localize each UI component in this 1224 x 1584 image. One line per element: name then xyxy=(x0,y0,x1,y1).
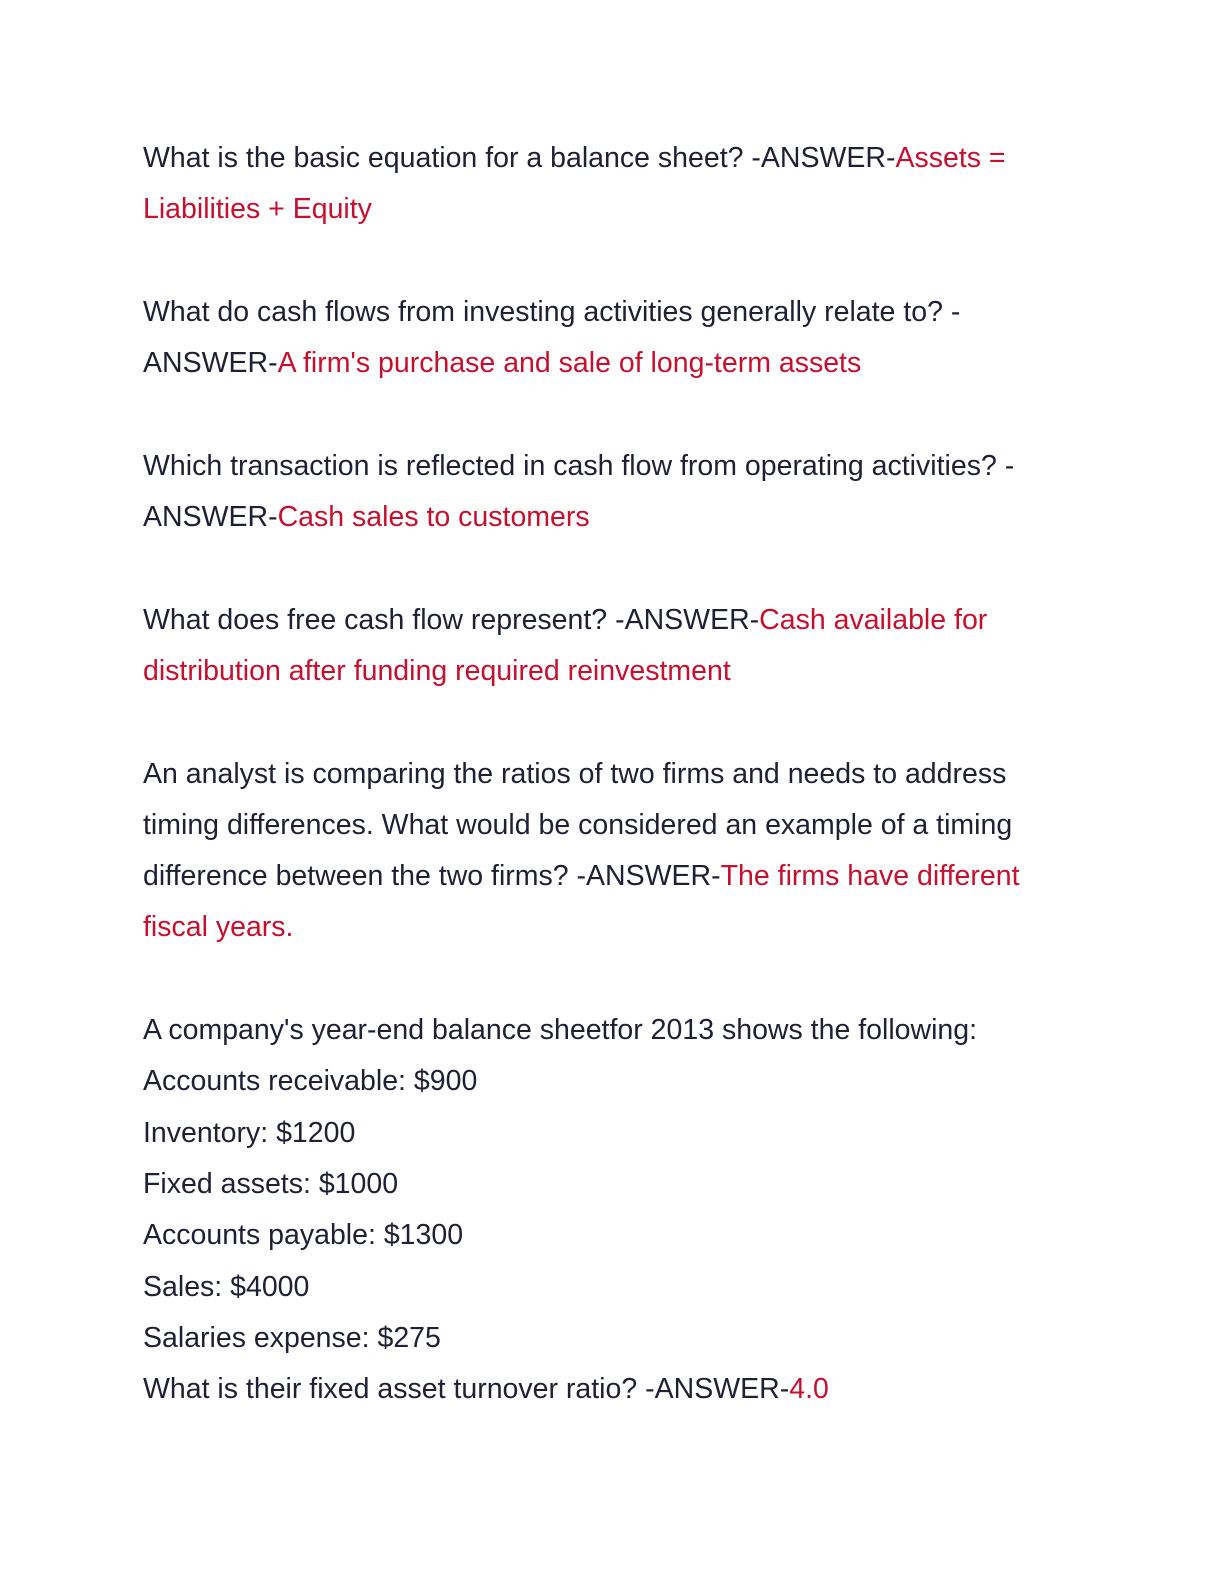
question-text: What is the basic equation for a balance sheet? xyxy=(143,142,744,174)
balance-line-accounts-receivable: Accounts receivable: $900 xyxy=(143,1065,478,1098)
balance-line-salaries-expense: Salaries expense: $275 xyxy=(143,1321,441,1354)
answer-marker: -ANSWER- xyxy=(645,1373,790,1406)
qa-item-5 xyxy=(143,749,1083,954)
question-text: Which transaction is reflected in cash flow from operating activities? xyxy=(143,449,997,482)
question-text: What is their fixed asset turnover ratio? xyxy=(143,1373,638,1406)
question-text: An analyst is comparing the ratios of two firms and needs to address timing differences. What would be considered an example of a timing difference between the two firms? xyxy=(143,757,1013,893)
qa-item-6 xyxy=(143,1005,1083,1415)
answer-marker: -ANSWER- xyxy=(576,860,721,893)
question-text: What does free cash flow represent? xyxy=(143,603,608,636)
qa-item-2 xyxy=(143,287,1083,390)
document-content xyxy=(143,133,1083,1415)
answer-marker: -ANSWER- xyxy=(143,449,1015,534)
balance-line-inventory: Inventory: $1200 xyxy=(143,1116,356,1149)
answer-text: The firms have different fiscal years. xyxy=(143,860,1020,944)
answer-marker: -ANSWER- xyxy=(751,142,896,174)
qa-item-1 xyxy=(143,133,1083,236)
balance-line-fixed-assets: Fixed assets: $1000 xyxy=(143,1167,399,1200)
qa-item-4 xyxy=(143,595,1083,698)
answer-marker: -ANSWER- xyxy=(615,603,760,636)
balance-line-sales: Sales: $4000 xyxy=(143,1270,310,1303)
answer-text: A firm's purchase and sale of long-term assets xyxy=(277,347,862,380)
answer-marker: -ANSWER- xyxy=(143,295,961,380)
answer-text: Assets = Liabilities + Equity xyxy=(143,142,1006,226)
answer-text: 4.0 xyxy=(789,1373,829,1406)
answer-text: Cash sales to customers xyxy=(277,501,590,534)
balance-intro: A company's year-end balance sheetfor 2013 shows the following: xyxy=(143,1014,978,1047)
balance-line-accounts-payable: Accounts payable: $1300 xyxy=(143,1219,464,1252)
balance-question-line xyxy=(143,1364,1083,1415)
question-text: What do cash flows from investing activities generally relate to? xyxy=(143,295,943,328)
qa-item-3 xyxy=(143,441,1083,544)
answer-text: Cash available for distribution after funding required reinvestment xyxy=(143,603,988,687)
